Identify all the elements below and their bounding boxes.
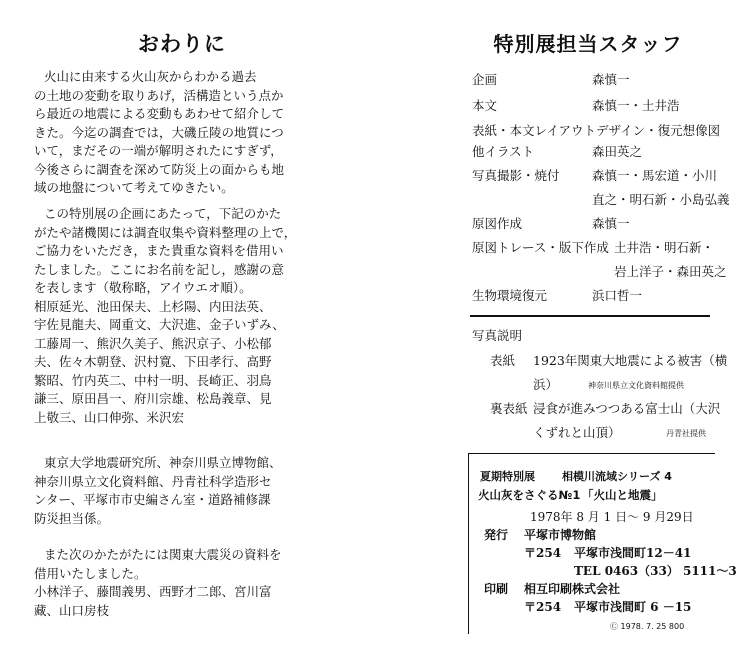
text-line: ら最近の地震による変動もあわせて紹介して bbox=[34, 106, 285, 121]
institutions-paragraph bbox=[34, 454, 334, 528]
text-line: の土地の変動を取りあげ，活構造という点か bbox=[34, 87, 284, 103]
text-line: ンター、平塚市市史編さん室・道路補修課 bbox=[34, 492, 271, 507]
back-cover-label: 裏表紙 bbox=[490, 401, 528, 416]
closing-paragraph-1 bbox=[34, 68, 334, 198]
text-line: 宇佐見龍夫、岡重文、大沢進、金子いずみ、 bbox=[34, 317, 285, 332]
closing-title: おわりに bbox=[138, 31, 226, 56]
text-line: を表します（敬称略，アイウエオ順）。 bbox=[34, 280, 252, 295]
colophon-exhibition-title: 火山灰をさぐる№1 bbox=[478, 488, 581, 502]
staff-role: 本文 bbox=[472, 98, 498, 113]
text-line: 神奈川県立文化資料館、丹青社科学造形セ bbox=[34, 473, 272, 489]
colophon-series: 相模川流域シリーズ 4 bbox=[562, 470, 672, 483]
staff-role: 原図トレース・版下作成 bbox=[472, 240, 609, 255]
colophon-date: 1978年 8 月 1 日～ 9 月29日 bbox=[530, 510, 694, 524]
text-line: 今後さらに調査を深めて防災上の面からも地 bbox=[34, 161, 285, 177]
text-line: 繁昭、竹内英二、中村一明、長崎正、羽鳥 bbox=[34, 372, 272, 388]
staff-name: 森慎一・馬宏道・小川 bbox=[592, 168, 718, 183]
staff-name: 森慎一・土井浩 bbox=[592, 98, 680, 113]
staff-role: 生物環境復元 bbox=[472, 288, 548, 303]
text-line: 小林洋子、藤間義男、西野才二郎、宮川富 bbox=[34, 584, 272, 599]
printer-address: 平塚市浅間町 6 －15 bbox=[574, 600, 692, 614]
staff-name: 浜口哲一 bbox=[592, 288, 643, 303]
publisher-address: 平塚市浅間町12－41 bbox=[574, 546, 692, 560]
staff-role: 原図作成 bbox=[472, 216, 523, 231]
staff-role: 他イラスト bbox=[472, 144, 535, 159]
acknowledgement-paragraph bbox=[34, 205, 334, 427]
staff-title: 特別展担当スタッフ bbox=[493, 32, 683, 56]
lenders-paragraph bbox=[34, 546, 334, 620]
front-cover-label: 表紙 bbox=[490, 353, 516, 368]
printer-name: 相互印刷株式会社 bbox=[524, 582, 621, 596]
divider bbox=[470, 315, 710, 317]
staff-name: 森慎一 bbox=[592, 216, 630, 231]
text-line: いて，まだその一端が解明されたにすぎず， bbox=[34, 143, 283, 158]
captions-heading: 写真説明 bbox=[472, 328, 523, 343]
text-line: また次のかたがたには関東大震災の資料を bbox=[44, 547, 282, 562]
staff-name: 岩上洋子・森田英之 bbox=[614, 264, 727, 279]
text-line: 域の地盤について考えてゆきたい。 bbox=[34, 180, 234, 195]
text-line: 謙三、原田昌一、府川宗雄、松島義章、見 bbox=[34, 391, 272, 406]
colophon-footer: Ⓒ 1978. 7. 25 800 bbox=[610, 622, 685, 631]
staff-name: 直之・明石新・小島弘義 bbox=[592, 192, 730, 207]
staff-name: 土井浩・明石新・ bbox=[614, 240, 715, 255]
text-line: きた。今迄の調査では，大磯丘陵の地質につ bbox=[34, 124, 284, 140]
back-cover-text-1: 浸食が進みつつある富士山（大沢 bbox=[533, 401, 721, 416]
staff-name: 森慎一 bbox=[592, 72, 630, 87]
text-line: 上敬三、山口伸弥、米沢宏 bbox=[34, 409, 185, 425]
front-cover-text-1: 1923年関東大地震による被害（横 bbox=[533, 353, 728, 368]
text-line: 東京大学地震研究所、神奈川県立博物館、 bbox=[44, 455, 282, 470]
printer-zip: 〒254 bbox=[524, 600, 562, 614]
front-cover-credit: 神奈川県立文化資料館提供 bbox=[588, 381, 684, 390]
text-line: 夫、佐々木朝登、沢村寛、下田孝行、高野 bbox=[34, 354, 272, 369]
staff-name: 森田英之 bbox=[592, 144, 643, 159]
publisher-zip: 〒254 bbox=[524, 546, 562, 560]
colophon-exhibition-subtitle: 「火山と地震」 bbox=[582, 488, 663, 502]
text-line: この特別展の企画にあたって，下記のかた bbox=[44, 206, 282, 221]
publisher-name: 平塚市博物館 bbox=[524, 528, 597, 542]
back-cover-text-2: くずれと山頂） bbox=[533, 425, 621, 440]
text-line: 借用いたしました。 bbox=[34, 565, 147, 581]
staff-role: 表紙・本文レイアウトデザイン・復元想像図 bbox=[472, 123, 721, 138]
text-line: 相原延光、池田保夫、上杉陽、内田法英、 bbox=[34, 298, 272, 314]
text-line: 工藤周一、熊沢久美子、熊沢京子、小松郁 bbox=[34, 335, 272, 351]
text-line: 藏、山口房枝 bbox=[34, 602, 110, 618]
text-line: 火山に由来する火山灰からわかる過去 bbox=[44, 69, 257, 84]
publisher-tel: TEL 0463（33） 5111～3 bbox=[574, 564, 737, 578]
front-cover-text-2: 浜） bbox=[533, 377, 559, 392]
back-cover-credit: 丹青社提供 bbox=[666, 429, 706, 438]
text-line: たしました。ここにお名前を記し，感謝の意 bbox=[34, 261, 285, 277]
publisher-label: 発行 bbox=[484, 528, 509, 542]
printer-label: 印刷 bbox=[484, 582, 509, 596]
text-line: がたや諸機関には調査収集や資料整理の上で， bbox=[34, 224, 297, 240]
staff-role: 企画 bbox=[472, 72, 498, 87]
text-line: ご協力をいただき，また貴重な資料を借用い bbox=[34, 243, 284, 258]
colophon-exhibition-type: 夏期特別展 bbox=[480, 470, 535, 483]
staff-role: 写真撮影・焼付 bbox=[472, 168, 560, 183]
text-line: 防災担当係。 bbox=[34, 510, 110, 526]
